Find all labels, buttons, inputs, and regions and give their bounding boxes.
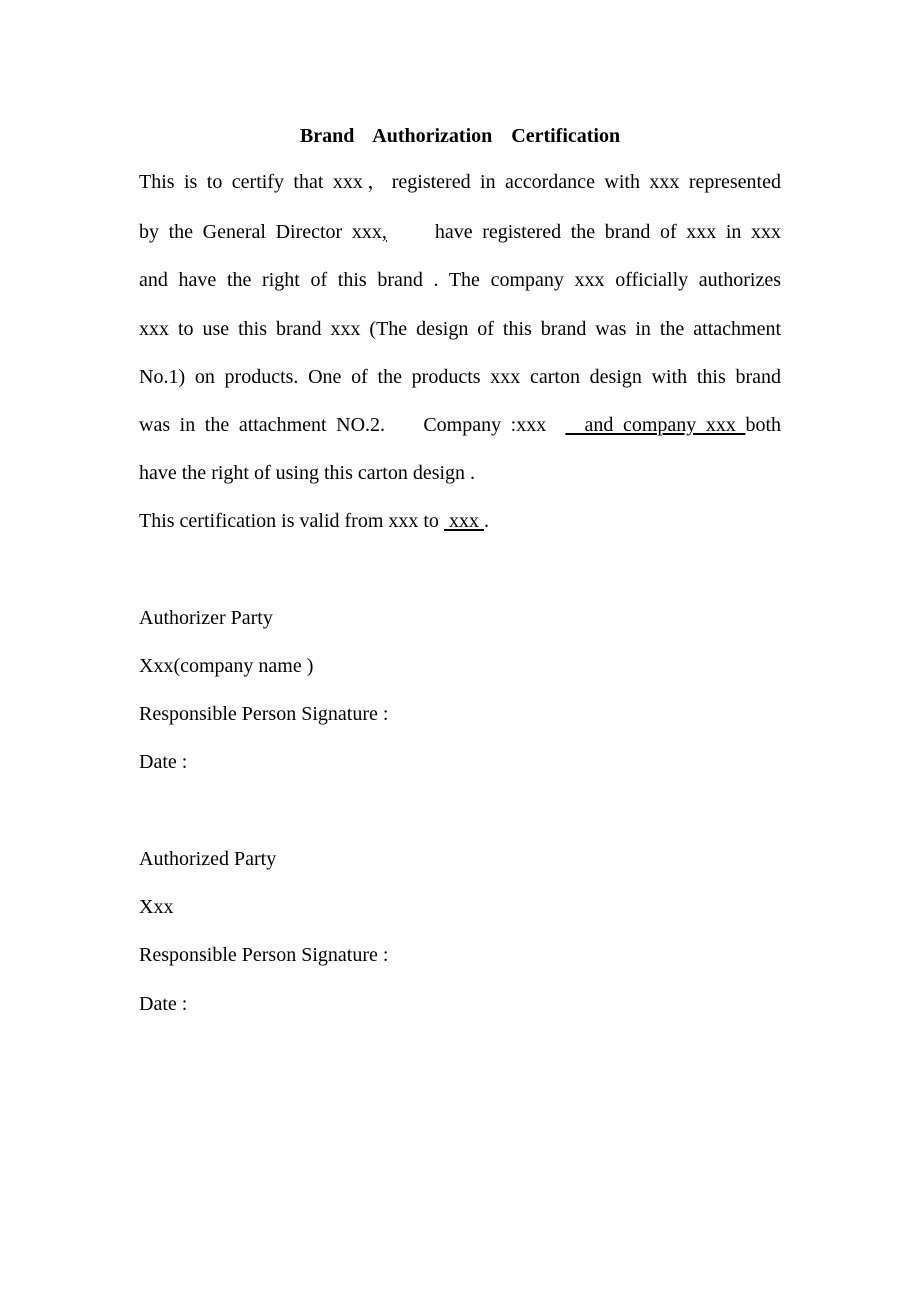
body-line-text: by the General Director xxx xyxy=(139,221,382,243)
body-line-text: both xyxy=(745,414,782,436)
validity-end-date: xxx xyxy=(443,510,484,532)
authorized-date-label: Date : xyxy=(139,993,188,1015)
body-line-2 xyxy=(139,220,781,244)
authorizer-heading: Authorizer Party xyxy=(139,607,273,629)
document-title: Brand Authorization Certification xyxy=(299,125,621,147)
authorized-company: Xxx xyxy=(139,896,174,918)
body-line-1 xyxy=(139,170,781,194)
body-line-text: No.1) on products. One of the products xxx carton design with this brand xyxy=(139,366,781,388)
authorized-signature-label: Responsible Person Signature : xyxy=(139,944,389,966)
body-line-text: have the right of using this carton design . xyxy=(139,462,476,484)
underlined-company: and company xxx xyxy=(565,414,746,436)
validity-suffix: . xyxy=(483,510,489,532)
validity-line xyxy=(139,509,781,533)
body-line-text: xxx to use this brand xxx (The design of this brand was in the attachment xyxy=(139,318,781,340)
authorized-heading: Authorized Party xyxy=(139,848,277,870)
body-line-text: was in the attachment NO.2. Company :xxx xyxy=(139,414,566,436)
body-line-3 xyxy=(139,268,781,292)
validity-prefix: This certification is valid from xxx to xyxy=(139,510,444,532)
body-line-text: and have the right of this brand . The company xxx officially authorizes xyxy=(139,269,781,291)
authorizer-company: Xxx(company name ) xyxy=(139,655,314,677)
authorizer-date-label: Date : xyxy=(139,751,188,773)
body-line-5 xyxy=(139,365,781,389)
underlined-comma: , xyxy=(381,221,387,243)
body-line-4 xyxy=(139,317,781,341)
body-line-6 xyxy=(139,413,781,437)
body-line-7 xyxy=(139,461,781,485)
authorizer-signature-label: Responsible Person Signature : xyxy=(139,703,389,725)
body-line-text: have registered the brand of xxx in xxx xyxy=(386,221,781,243)
body-line-text: This is to certify that xxx，registered in accordance with xxx represented xyxy=(139,171,781,193)
